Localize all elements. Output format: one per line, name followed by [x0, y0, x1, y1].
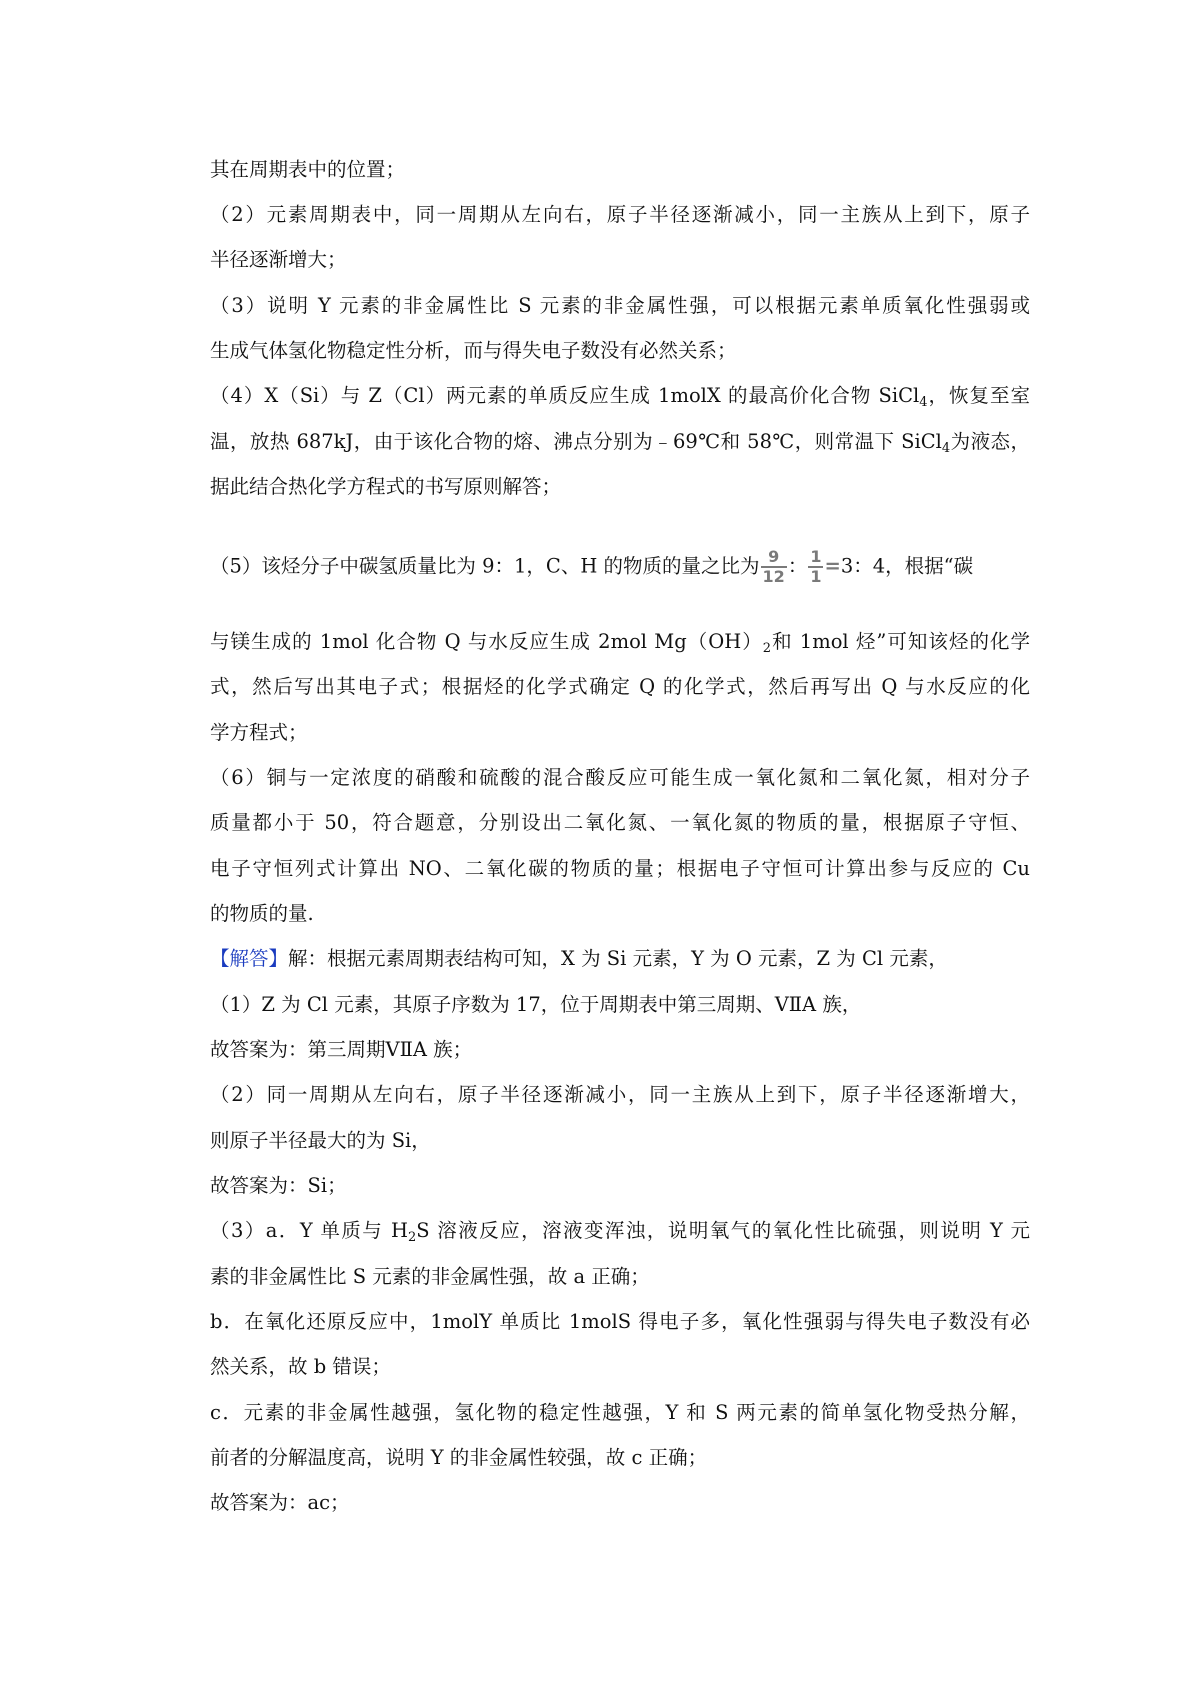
- text-line: c．元素的非金属性越强，氢化物的稳定性越强，Y 和 S 两元素的简单氢化物受热分解，: [210, 1401, 1030, 1424]
- text-line: （4）X（Si）与 Z（Cl）两元素的单质反应生成 1molX 的最高价化合物 SiCl$_4$，恢复至室: [210, 384, 1030, 410]
- text-line: 则原子半径最大的为 Si，: [210, 1129, 431, 1152]
- answer-tag: 【解答】: [210, 947, 289, 970]
- text-line: 【解答】解：根据元素周期表结构可知，X 为 Si 元素，Y 为 O 元素，Z 为 Cl 元素，: [210, 947, 948, 970]
- text-line: 生成气体氢化物稳定性分析，而与得失电子数没有必然关系；: [210, 339, 737, 362]
- text-line: （2）同一周期从左向右，原子半径逐渐减小，同一主族从上到下，原子半径逐渐增大，: [210, 1083, 1030, 1106]
- text-line: 电子守恒列式计算出 NO、二氧化碳的物质的量；根据电子守恒可计算出参与反应的 Cu: [210, 857, 1030, 880]
- text-line: 故答案为：ac；: [210, 1491, 350, 1514]
- text-line: 据此结合热化学方程式的书写原则解答；: [210, 475, 562, 498]
- fraction-9-12: $\frac{9}{12}$: [762, 547, 785, 586]
- text-line: 素的非金属性比 S 元素的非金属性强，故 a 正确；: [210, 1265, 650, 1288]
- text-line: 半径逐渐增大；: [210, 248, 347, 271]
- text-line: 式，然后写出其电子式；根据烃的化学式确定 Q 的化学式，然后再写出 Q 与水反应的化: [210, 675, 1030, 698]
- text-line: 前者的分解温度高，说明 Y 的非金属性较强，故 c 正确；: [210, 1446, 708, 1469]
- text-line: （6）铜与一定浓度的硝酸和硫酸的混合酸反应可能生成一氧化氮和二氧化氮，相对分子: [210, 766, 1030, 789]
- text-line: 温，放热 687kJ，由于该化合物的熔、沸点分别为﹣69℃和 58℃，则常温下 SiCl$_4$为液态，: [210, 430, 1030, 456]
- text-line: 质量都小于 50，符合题意，分别设出二氧化氮、一氧化氮的物质的量，根据原子守恒、: [210, 811, 1030, 834]
- text-line: b．在氧化还原反应中，1molY 单质比 1molS 得电子多，氧化性强弱与得失电子数没有必: [210, 1310, 1030, 1333]
- text-line: 与镁生成的 1mol 化合物 Q 与水反应生成 2mol $Mg(OH)_2$和 1mol 烃”可知该烃的化学: [210, 630, 1030, 656]
- text-line: （5）该烃分子中碳氢质量比为 9：1，C、H 的物质的量之比为 $\frac{9}{12}$ ： $\frac{1}{1}$ =3：4，根据“碳: [210, 547, 974, 586]
- text-line: 故答案为：第三周期ⅤⅡA 族；: [210, 1038, 473, 1061]
- fraction-1-1: $\frac{1}{1}$: [810, 547, 822, 586]
- text-line: 故答案为：Si；: [210, 1174, 347, 1197]
- text-line: （3）说明 Y 元素的非金属性比 S 元素的非金属性强，可以根据元素单质氧化性强弱或: [210, 294, 1030, 317]
- text-line: （2）元素周期表中，同一周期从左向右，原子半径逐渐减小，同一主族从上到下，原子: [210, 203, 1030, 226]
- text-line: 其在周期表中的位置；: [210, 158, 406, 181]
- text-line: （1）Z 为 Cl 元素，其原子序数为 17，位于周期表中第三周期、ⅤⅡA 族，: [210, 993, 862, 1016]
- text-line: 然关系，故 b 错误；: [210, 1355, 391, 1378]
- text-line: （3）a．Y 单质与 $H_2S$ 溶液反应，溶液变浑浊，说明氧气的氧化性比硫强，则说明 Y 元: [210, 1219, 1031, 1245]
- text-line: 学方程式；: [210, 721, 308, 744]
- text-line: 的物质的量.: [210, 902, 314, 925]
